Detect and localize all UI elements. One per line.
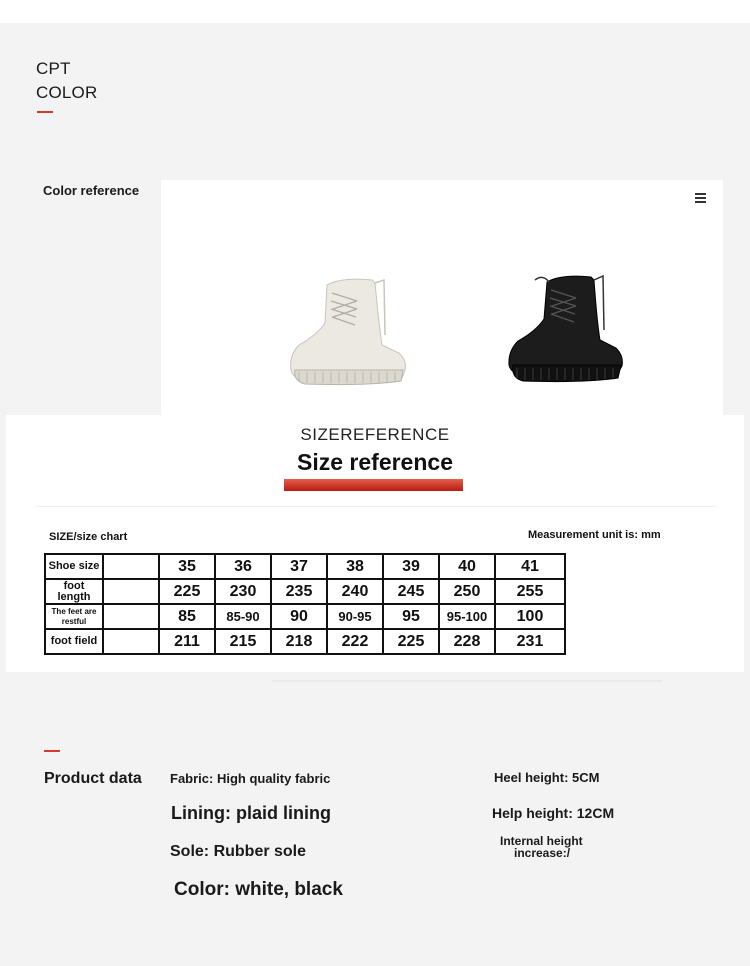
table-cell: 228 xyxy=(439,629,495,654)
white-boot-image xyxy=(287,275,407,390)
table-cell: 38 xyxy=(327,554,383,579)
title-underline xyxy=(37,111,53,113)
table-cell: 231 xyxy=(495,629,565,654)
row-label: foot length xyxy=(45,579,103,604)
table-cell: 85-90 xyxy=(215,604,271,629)
table-cell: 40 xyxy=(439,554,495,579)
table-cell: 95 xyxy=(383,604,439,629)
table-cell: 225 xyxy=(383,629,439,654)
size-table xyxy=(44,553,566,655)
empty-cell xyxy=(103,629,159,654)
size-reference-panel xyxy=(6,415,744,672)
menu-icon[interactable] xyxy=(695,193,706,203)
color-text: Color: white, black xyxy=(174,879,343,900)
empty-cell xyxy=(103,554,159,579)
table-cell: 90 xyxy=(271,604,327,629)
size-chart-label: SIZE/size chart xyxy=(49,531,128,543)
section-title-line-1: CPT xyxy=(36,59,71,78)
empty-cell xyxy=(103,579,159,604)
empty-cell xyxy=(103,604,159,629)
table-cell: 90-95 xyxy=(327,604,383,629)
table-row xyxy=(45,554,565,579)
black-boot-image xyxy=(505,272,625,387)
divider xyxy=(36,506,716,507)
table-cell: 211 xyxy=(159,629,215,654)
table-cell: 100 xyxy=(495,604,565,629)
table-row xyxy=(45,579,565,604)
table-row xyxy=(45,629,565,654)
table-cell: 37 xyxy=(271,554,327,579)
size-reference-heading-en: SIZEREFERENCE xyxy=(300,425,450,444)
measurement-unit-label: Measurement unit is: mm xyxy=(528,529,661,541)
section-title xyxy=(36,57,97,105)
table-cell: 230 xyxy=(215,579,271,604)
product-data-marker xyxy=(44,750,60,752)
table-cell: 85 xyxy=(159,604,215,629)
row-label: Shoe size xyxy=(45,554,103,579)
table-cell: 250 xyxy=(439,579,495,604)
row-label: The feet are restful xyxy=(45,604,103,629)
faint-divider xyxy=(272,680,662,682)
lining-text: Lining: plaid lining xyxy=(171,803,331,823)
size-reference-heading: Size reference xyxy=(297,449,453,475)
internal-height-line-1: Internal height xyxy=(500,834,583,848)
table-cell: 225 xyxy=(159,579,215,604)
table-cell: 95-100 xyxy=(439,604,495,629)
product-data-label: Product data xyxy=(44,770,142,787)
table-row xyxy=(45,604,565,629)
top-bar xyxy=(0,0,750,23)
table-cell: 215 xyxy=(215,629,271,654)
table-cell: 35 xyxy=(159,554,215,579)
heading-red-bar xyxy=(284,479,463,491)
table-cell: 41 xyxy=(495,554,565,579)
internal-height-line-2: increase:/ xyxy=(514,846,571,860)
table-cell: 245 xyxy=(383,579,439,604)
table-cell: 235 xyxy=(271,579,327,604)
color-reference-label: Color reference xyxy=(43,183,140,198)
sole-text: Sole: Rubber sole xyxy=(170,843,307,860)
fabric-text: Fabric: High quality fabric xyxy=(170,771,331,786)
heel-height-text: Heel height: 5CM xyxy=(494,770,600,785)
row-label: foot field xyxy=(45,629,103,654)
table-cell: 222 xyxy=(327,629,383,654)
table-cell: 36 xyxy=(215,554,271,579)
color-reference-panel xyxy=(161,180,723,420)
table-cell: 255 xyxy=(495,579,565,604)
section-title-line-2: COLOR xyxy=(36,83,98,102)
table-cell: 218 xyxy=(271,629,327,654)
table-cell: 240 xyxy=(327,579,383,604)
help-height-text: Help height: 12CM xyxy=(492,805,615,821)
table-cell: 39 xyxy=(383,554,439,579)
